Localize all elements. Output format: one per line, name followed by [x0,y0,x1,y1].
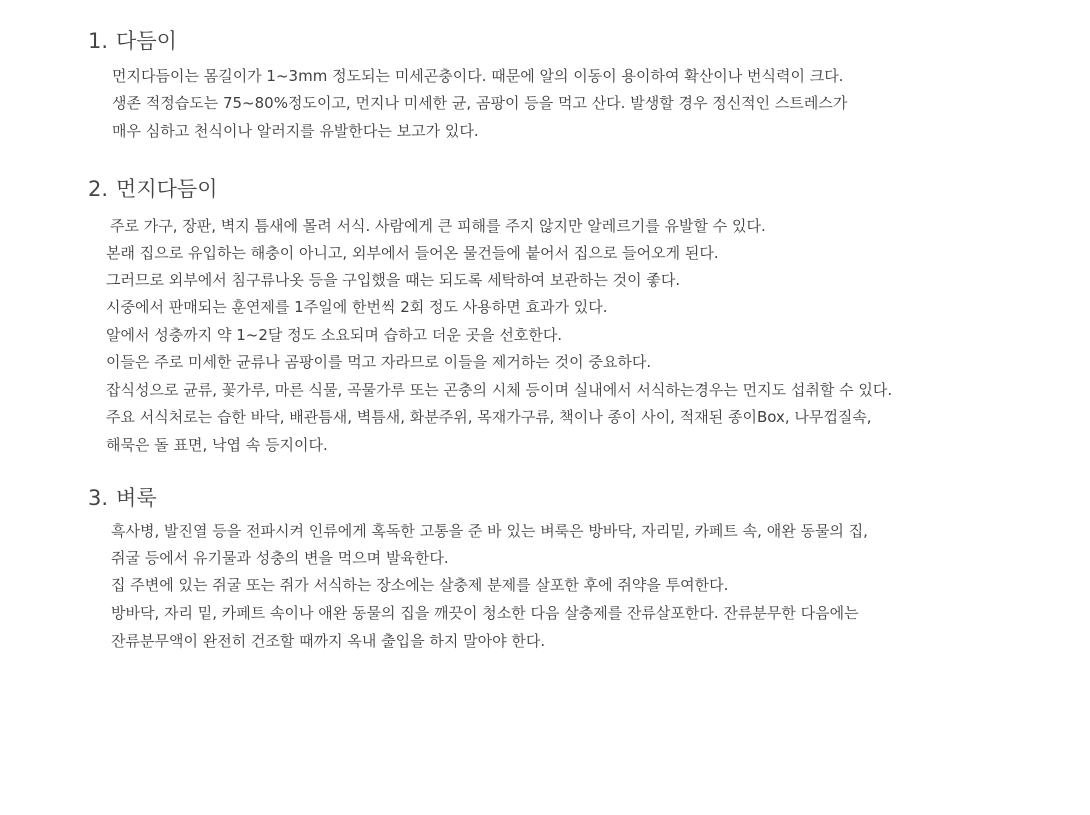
section-3-line-3: 집 주변에 있는 쥐굴 또는 쥐가 서식하는 장소에는 살충제 분제를 살포한 후에 쥐약을 투여한다. [111,576,729,594]
section-1-title: 다듬이 [116,29,177,53]
section-1-line-2: 생존 적정습도는 75~80%정도이고, 먼지나 미세한 균, 곰팡이 등을 먹고 산다. 발생할 경우 정신적인 스트레스가 [112,94,848,112]
section-3-line-1: 흑사병, 발진열 등을 전파시켜 인류에게 혹독한 고통을 준 바 있는 벼룩은 방바닥, 자리밑, 카페트 속, 애완 동물의 집, [111,522,868,540]
section-2-line-8: 주요 서식처로는 습한 바닥, 배관틈새, 벽틈새, 화분주위, 목재가구류, 책이나 종이 사이, 적재된 종이Box, 나무껍질속, [106,408,872,426]
section-2-line-1: 주로 가구, 장판, 벽지 틈새에 몰려 서식. 사람에게 큰 피해를 주지 않지만 알레르기를 유발할 수 있다. [110,217,766,235]
section-3-number: 3. [88,486,109,510]
section-1-line-3: 매우 심하고 천식이나 알러지를 유발한다는 보고가 있다. [112,122,479,140]
section-2-line-5: 알에서 성충까지 약 1~2달 정도 소요되며 습하고 더운 곳을 선호한다. [106,326,563,344]
section-3-title: 벼룩 [116,486,157,510]
section-3-heading [88,484,157,512]
section-2-line-7: 잡식성으로 균류, 꽃가루, 마른 식물, 곡물가루 또는 곤충의 시체 등이며 실내에서 서식하는경우는 먼지도 섭취할 수 있다. [106,381,893,399]
section-2-line-3: 그러므로 외부에서 침구류나옷 등을 구입했을 때는 되도록 세탁하여 보관하는 것이 좋다. [106,271,681,289]
section-2-title: 먼지다듬이 [116,177,218,201]
section-2-heading [88,175,217,203]
section-2-line-4: 시중에서 판매되는 훈연제를 1주일에 한번씩 2회 정도 사용하면 효과가 있다. [106,298,608,316]
section-2-line-9: 해묵은 돌 표면, 낙엽 속 등지이다. [106,436,328,454]
section-3-line-2: 쥐굴 등에서 유기물과 성충의 변을 먹으며 발육한다. [111,549,449,567]
section-2-number: 2. [88,177,109,201]
section-2-line-6: 이들은 주로 미세한 균류나 곰팡이를 먹고 자라므로 이들을 제거하는 것이 중요하다. [106,353,652,371]
section-1-number: 1. [88,29,109,53]
section-1-heading [88,27,177,55]
section-2-line-2: 본래 집으로 유입하는 해충이 아니고, 외부에서 들어온 물건들에 붙어서 집으로 들어오게 된다. [106,244,719,262]
section-1-line-1: 먼지다듬이는 몸길이가 1~3mm 정도되는 미세곤충이다. 때문에 알의 이동이 용이하여 확산이나 번식력이 크다. [112,67,844,85]
section-3-line-5: 잔류분무액이 완전히 건조할 때까지 옥내 출입을 하지 말아야 한다. [111,632,546,650]
section-3-line-4: 방바닥, 자리 밑, 카페트 속이나 애완 동물의 집을 깨끗이 청소한 다음 살충제를 잔류살포한다. 잔류분무한 다음에는 [111,604,859,622]
